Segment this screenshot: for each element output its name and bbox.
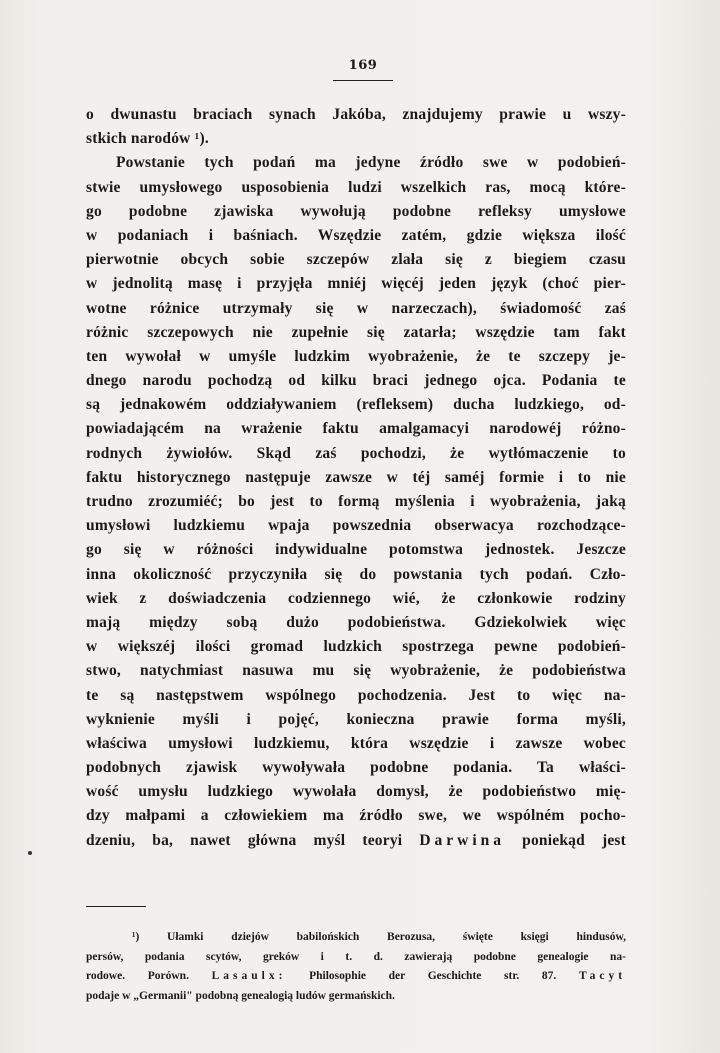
- text-line: wość umysłu ludzkiego wywołała domysł, że podobieństwo mię-: [86, 783, 626, 801]
- footnote-fragment: rodowe. Porówn.: [86, 970, 189, 982]
- text-line: stwie umysłowego usposobienia ludzi wszelkich ras, mocą które-: [86, 178, 626, 196]
- text-line: różnic szczepowych nie zupełnie się zatarła; wszędzie tam fakt: [86, 323, 626, 341]
- text-line: o dwunastu braciach synach Jakóba, znajdujemy prawie u wszy-: [86, 106, 626, 123]
- text-line: są jednakowém oddziaływaniem (refleksem) ducha ludzkiego, od-: [86, 396, 626, 414]
- text-line: w większéj ilości gromad ludzkich spostrzega pewne podobień-: [86, 638, 626, 656]
- text-line: dnego narodu pochodzą od kilku braci jednego ojca. Podania te: [86, 372, 626, 390]
- text-line: go podobne zjawiska wywołują podobne refleksy umysłowe: [86, 202, 626, 220]
- footnote-fragment: Philosophie der Geschichte str. 87.: [309, 970, 557, 982]
- text-line: go się w różności indywidualne potomstwa jednostek. Jeszcze: [86, 541, 626, 559]
- text-line-last: [86, 829, 626, 853]
- text-line: w podaniach i baśniach. Wszędzie zatém, gdzie większa ilość: [86, 226, 626, 244]
- text-line: stkich narodów ¹).: [86, 130, 209, 148]
- author-name-darwin: Darwina: [419, 831, 506, 849]
- footnote-line: podaje w „Germanii" podobną genealogią ludów germańskich.: [86, 989, 395, 1002]
- text-line: inna okoliczność przyczyniła się do powstania tych podań. Czło-: [86, 565, 626, 583]
- author-name-lasaulx: Lasaulx:: [211, 970, 287, 982]
- margin-mark: [28, 851, 32, 855]
- text-line: w jednolitą masę i przyjęła mniéj więcéj jeden język (choć pier-: [86, 275, 626, 293]
- text-line: umysłowi ludzkiemu wpaja powszednia obserwacya rozchodzące-: [86, 517, 626, 535]
- text-line: wiek z doświadczenia codziennego wié, że członkowie rodziny: [86, 589, 626, 607]
- text-line: wyknienie myśli i pojęć, konieczna prawie forma myśli,: [86, 710, 626, 728]
- page-number-rule: [333, 80, 393, 81]
- text-line: powiadającém na wrażenie faktu amalgamacyi narodowéj różno-: [86, 420, 626, 438]
- text-line: właściwa umysłowi ludzkiemu, która wszędzie i zawsze wobec: [86, 734, 626, 752]
- body-text: [86, 103, 626, 853]
- text-line: rodnych żywiołów. Skąd zaś pochodzi, że wytłómaczenie to: [86, 444, 626, 462]
- text-line: trudno zrozumiéć; bo jest to formą myślenia i wyobrażenia, jaką: [86, 493, 626, 510]
- text-line: wotne różnice utrzymały się w narzeczach), świadomość zaś: [86, 299, 626, 317]
- footnote-line: [86, 967, 626, 987]
- text-line: podobnych zjawisk wywoływała podobne podania. Ta właści-: [86, 759, 626, 777]
- text-line: dzy małpami a człowiekiem ma źródło swe, we wspólném pocho-: [86, 807, 626, 825]
- page-number: 169: [348, 58, 378, 73]
- text-line: ten wywołał w umyśle ludzkim wyobrażenie, że te szczepy je-: [86, 347, 626, 365]
- text-line: Powstanie tych podań ma jedyne źródło swe w podobień-: [116, 154, 626, 172]
- text-line: mają między sobą dużo podobieństwa. Gdziekolwiek więc: [86, 613, 626, 631]
- author-name-tacyt: Tacyt: [578, 970, 627, 982]
- text-line: te są następstwem wspólnego pochodzenia. Jest to więc na-: [86, 686, 626, 704]
- footnotes: [86, 928, 626, 1006]
- footnote-line: persów, podania scytów, greków i t. d. zawierają podobne genealogie na-: [86, 950, 626, 963]
- footnote-rule: [86, 906, 146, 907]
- text-line: faktu historycznego następuje zawsze w téj saméj formie i to nie: [86, 468, 626, 486]
- text-fragment: poniekąd jest: [522, 831, 627, 849]
- text-line: stwo, natychmiast nasuwa mu się wyobrażenie, że podobieństwa: [86, 662, 626, 680]
- text-line: pierwotnie obcych sobie szczepów zlała się z biegiem czasu: [86, 251, 626, 269]
- text-fragment: dzeniu, ba, nawet główna myśl teoryi: [86, 831, 403, 849]
- footnote-line: ¹) Ułamki dziejów babilońskich Berozusa, święte księgi hindusów,: [132, 931, 626, 943]
